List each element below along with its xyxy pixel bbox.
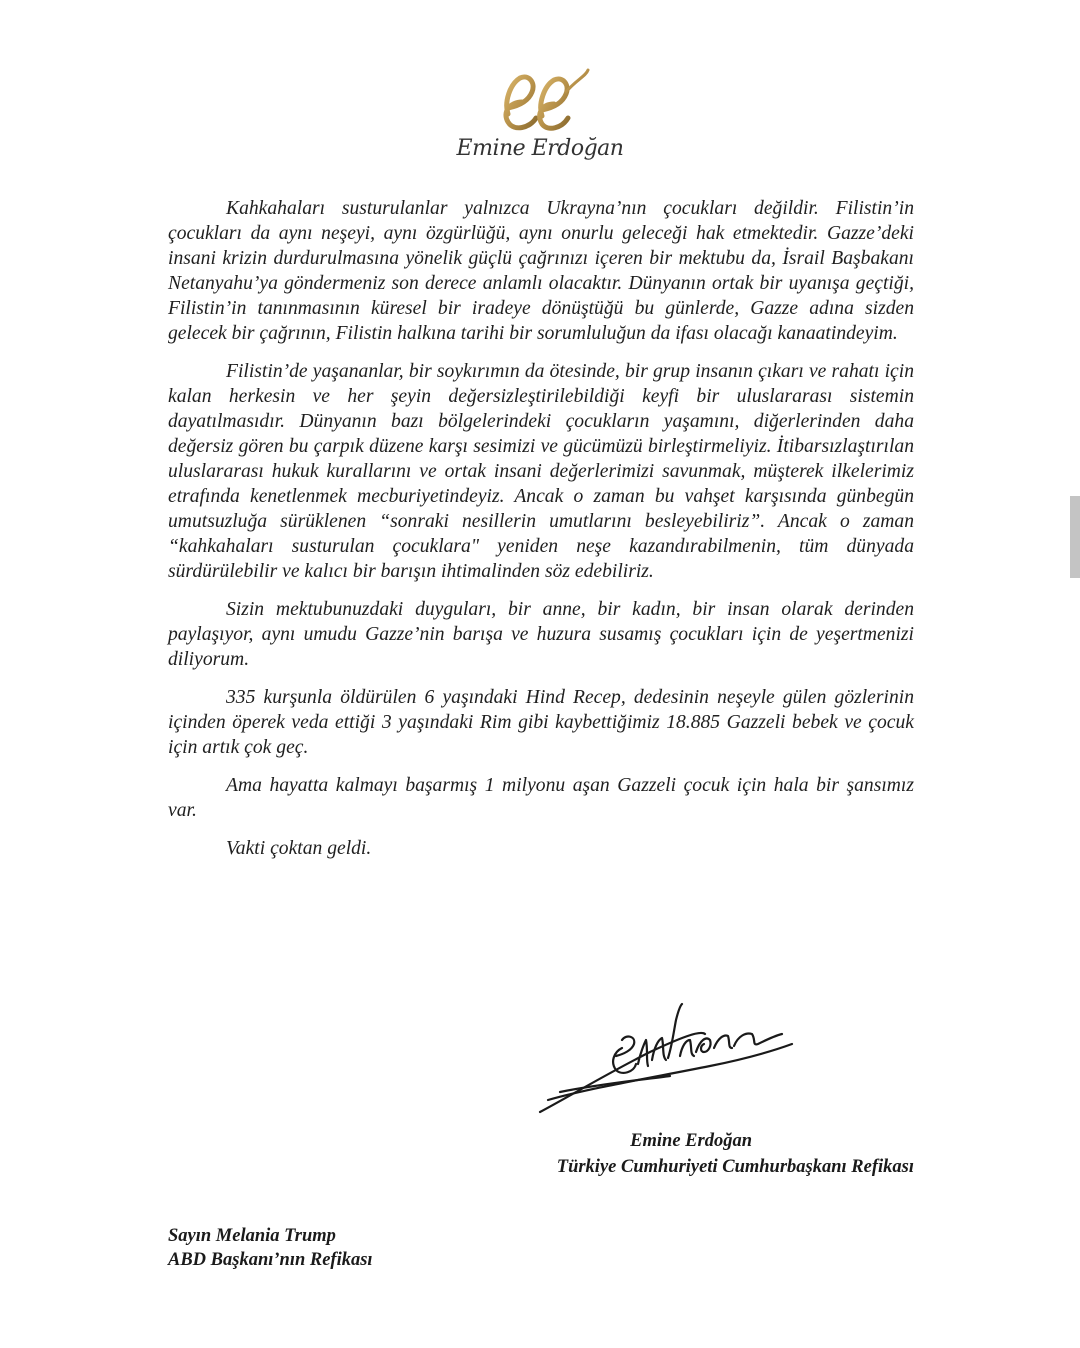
letter-body [168,196,914,874]
letterhead-name: Emine Erdoğan [456,136,624,161]
addressee-name: Sayın Melania Trump [168,1226,336,1246]
letterhead [440,62,640,182]
signer-title: Türkiye Cumhuriyeti Cumhurbaşkanı Refikası [556,1157,914,1177]
paragraph: Sizin mektubunuzdaki duyguları, bir anne, bir kadın, bir insan olarak derinden paylaşıyor, aynı umudu Gazze’nin barışa ve huzura susamış çocukları için de yeşertmenizi diliyorum. [168,599,914,670]
paragraph: Vakti çoktan geldi. [226,838,372,859]
signer-block [557,1128,914,1180]
handwritten-signature-icon [530,1000,800,1120]
paragraph: Ama hayatta kalmayı başarmış 1 milyonu aşan Gazzeli çocuk için hala bir şansımız var. [168,775,914,821]
scrollbar-thumb[interactable] [1070,496,1080,578]
addressee-block [168,1224,373,1272]
ee-monogram-icon [492,62,592,134]
paragraph: Kahkahaları susturulanlar yalnızca Ukrayna’nın çocukları değildir. Filistin’in çocukları da aynı neşeyi, aynı özgürlüğü, aynı onurlu geleceği hak etmektedir. Gazze’deki insani krizin durdurulmasına yönelik güçlü çağrınızı içeren bir mektubu da, İsrail Başbakanı Netanyahu’ya göndermeniz son derece anlamlı olacaktır. Dünyanın ortak bir uyanışa geçtiği, Filistin’in tanınmasının küresel bir iradeye dönüştüğü bu günlerde, Gazze adına sizden gelecek bir çağrının, Filistin halkına tarihi bir sorumluluğun da ifası olacağı kanaatindeyim. [168,198,914,344]
addressee-title: ABD Başkanı’nın Refikası [168,1250,373,1270]
paragraph: Filistin’de yaşananlar, bir soykırımın da ötesinde, bir grup insanın çıkarı ve rahatı için kalan herkesin ve her şeyin değersizleştirilebildiği keyfi bir uluslararası sistemin dayatılmasıdır. Dünyanın bazı bölgelerindeki çocukların yaşamını, diğerlerinden daha değersiz gören bu çarpık düzene karşı sesimizi ve gücümüzü birleştirmeliyiz. İtibarsızlaştırılan uluslararası hukuk kurallarını ve ortak insani değerlerimizi savunmak, müşterek ilkelerimiz etrafında kenetlenmek mecburiyetindeyiz. Ancak o zaman bu vahşet karşısında günbegün umutsuzluğa sürüklenen “sonraki nesillerin umutlarını besleyebiliriz”. Ancak o zaman “kahkahaları susturulan çocuklara" yeniden neşe kazandırabilmenin, tüm dünyada sürdürülebilir ve kalıcı bir barışın ihtimalinden söz edebiliriz. [168,361,914,582]
signer-name: Emine Erdoğan [630,1131,752,1151]
paragraph: 335 kurşunla öldürülen 6 yaşındaki Hind Recep, dedesinin neşeyle gülen gözlerinin içinden öperek veda ettiği 3 yaşındaki Rim gibi kaybettiğimiz 18.885 Gazzeli bebek ve çocuk için artık çok geç. [168,687,914,758]
